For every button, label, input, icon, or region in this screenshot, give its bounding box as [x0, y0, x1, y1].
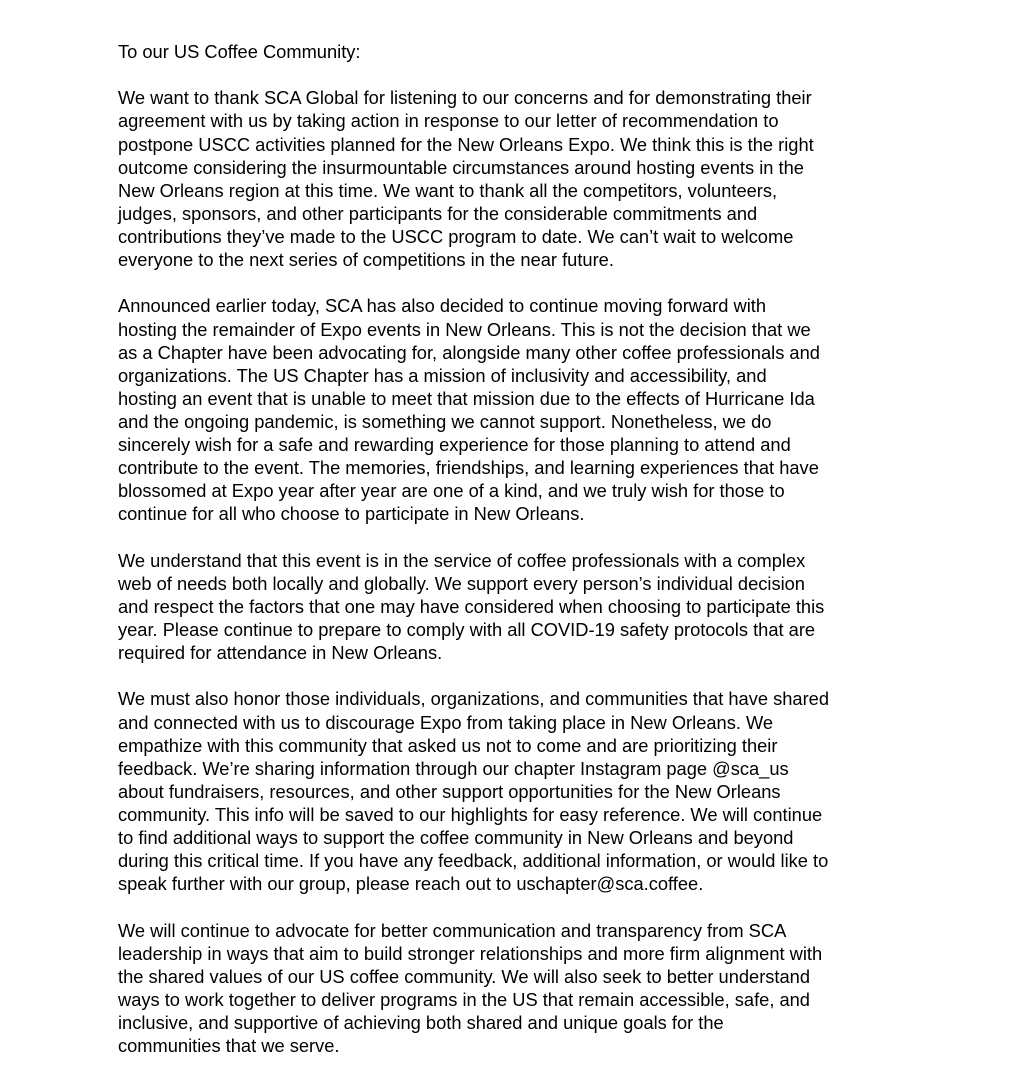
paragraph-line: and the ongoing pandemic, is something we cannot support. Nonetheless, we do [118, 410, 772, 432]
paragraph-line: blossomed at Expo year after year are one of a kind, and we truly wish for those to [118, 480, 785, 502]
paragraph-line: We must also honor those individuals, organizations, and communities that have shared [118, 688, 829, 710]
paragraph-line: web of needs both locally and globally. We support every person’s individual decision [118, 572, 805, 594]
paragraph-5 [118, 919, 829, 1058]
paragraph-line: and respect the factors that one may have considered when choosing to participate this [118, 595, 825, 617]
paragraph-line: hosting the remainder of Expo events in New Orleans. This is not the decision that we [118, 318, 811, 340]
paragraph-line: everyone to the next series of competitions in the near future. [118, 249, 614, 271]
paragraph-line: required for attendance in New Orleans. [118, 642, 443, 664]
paragraph-line: Announced earlier today, SCA has also decided to continue moving forward with [118, 295, 767, 317]
paragraph-line: speak further with our group, please reach out to uschapter@sca.coffee. [118, 873, 704, 895]
paragraph-line: during this critical time. If you have any feedback, additional information, or would like to [118, 850, 829, 872]
paragraph-line: judges, sponsors, and other participants for the considerable commitments and [118, 202, 758, 224]
paragraph-line: feedback. We’re sharing information through our chapter Instagram page @sca_us [118, 757, 789, 779]
paragraph-line: agreement with us by taking action in response to our letter of recommendation to [118, 110, 779, 132]
paragraph-3 [118, 549, 829, 664]
letter-document [118, 40, 829, 1080]
paragraph-line: We understand that this event is in the service of coffee professionals with a complex [118, 549, 806, 571]
paragraph-line: inclusive, and supportive of achieving both shared and unique goals for the [118, 1011, 724, 1033]
paragraph-line: and connected with us to discourage Expo from taking place in New Orleans. We [118, 711, 774, 733]
letter-body [118, 86, 829, 1057]
paragraph-line: We want to thank SCA Global for listening to our concerns and for demonstrating their [118, 87, 812, 109]
paragraph-line: the shared values of our US coffee community. We will also seek to better understand [118, 965, 810, 987]
paragraph-line: about fundraisers, resources, and other support opportunities for the New Orleans [118, 780, 781, 802]
greeting [118, 40, 829, 63]
paragraph-line: contributions they’ve made to the USCC program to date. We can’t wait to welcome [118, 225, 794, 247]
paragraph-2 [118, 294, 829, 525]
paragraph-line: hosting an event that is unable to meet that mission due to the effects of Hurricane Ida [118, 387, 815, 409]
paragraph-1 [118, 86, 829, 271]
paragraph-line: contribute to the event. The memories, friendships, and learning experiences that have [118, 457, 819, 479]
paragraph-line: organizations. The US Chapter has a mission of inclusivity and accessibility, and [118, 364, 767, 386]
greeting-line: To our US Coffee Community: [118, 41, 361, 62]
paragraph-line: outcome considering the insurmountable circumstances around hosting events in the [118, 156, 804, 178]
paragraph-line: year. Please continue to prepare to comply with all COVID-19 safety protocols that are [118, 618, 816, 640]
paragraph-line: to find additional ways to support the coffee community in New Orleans and beyond [118, 827, 794, 848]
paragraph-line: empathize with this community that asked us not to come and are prioritizing their [118, 734, 778, 756]
paragraph-line: leadership in ways that aim to build stronger relationships and more firm alignment with [118, 942, 823, 964]
paragraph-line: We will continue to advocate for better communication and transparency from SCA [118, 919, 787, 941]
paragraph-4 [118, 687, 829, 895]
paragraph-line: community. This info will be saved to our highlights for easy reference. We will continue [118, 803, 823, 825]
paragraph-line: continue for all who choose to participate in New Orleans. [118, 503, 585, 525]
paragraph-line: as a Chapter have been advocating for, alongside many other coffee professionals and [118, 341, 820, 363]
paragraph-line: communities that we serve. [118, 1035, 340, 1057]
paragraph-line: postpone USCC activities planned for the New Orleans Expo. We think this is the right [118, 133, 814, 155]
paragraph-line: sincerely wish for a safe and rewarding experience for those planning to attend and [118, 434, 791, 455]
paragraph-line: ways to work together to deliver programs in the US that remain accessible, safe, and [118, 988, 810, 1010]
paragraph-line: New Orleans region at this time. We want to thank all the competitors, volunteers, [118, 179, 778, 201]
